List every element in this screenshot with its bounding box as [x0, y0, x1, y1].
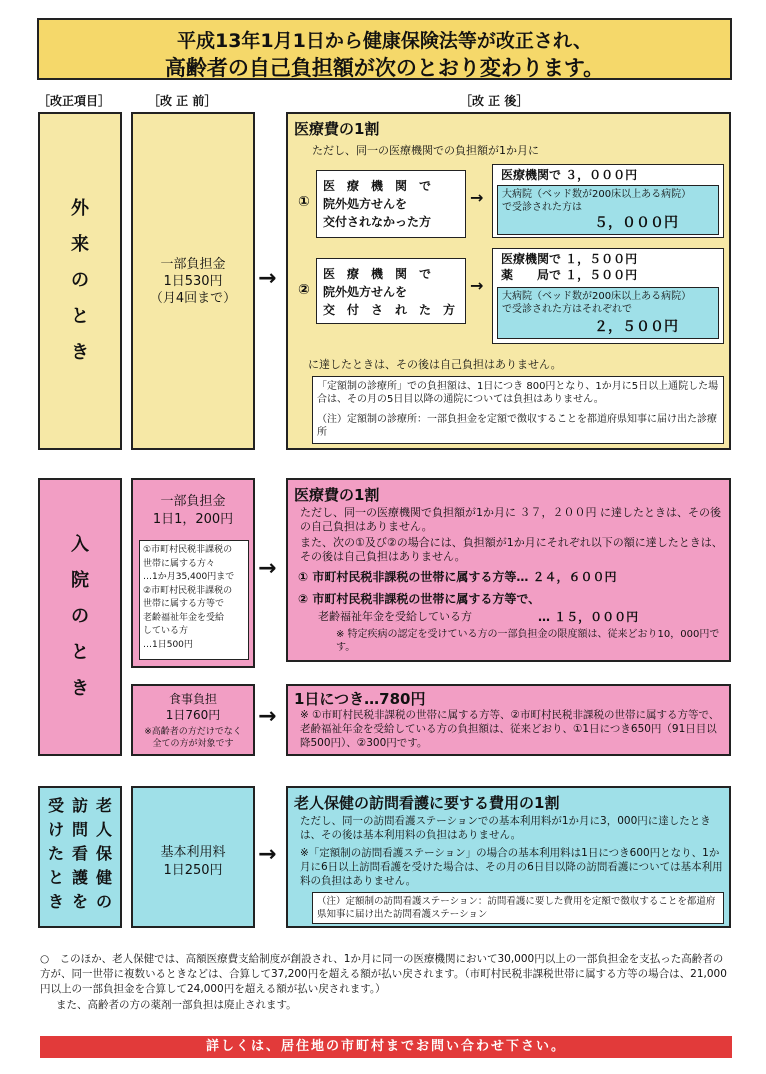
arrow-icon: → [470, 276, 484, 295]
header-line-1: 平成13年1月1日から健康保険法等が改正され、 [176, 30, 593, 52]
arrow-icon: → [258, 266, 277, 291]
arrow-icon: → [258, 556, 277, 581]
inpatient-after: 医療費の1割 ただし、同一の医療機関で負担額が1か月に ３７，２００円 に達したときは、その後の自己負担はありません。 また、次の①及び②の場合には、負担額が1か月にそれぞれ以下の額に達したときは、その後は自己負担はありません。 ① 市町村民税非課税の世帯に属する方等… ２４，６００円 ② 市町村民税非課税の世帯に属する方等で、 老齢福祉年金を受給している方 … １５，０００円 ※ 特定疾病の認定を受けている方の一部負担金の限度額は、従来どおり10，000円です。 [286, 478, 731, 662]
outpatient-before: 一部負担金 1日530円 （月4回まで） [131, 112, 255, 450]
case2-result: 医療機関で １，５００円 薬 局で １，５００円 大病院（ベッド数が200床以上ある病院） で受診された方はそれぞれで ２，５００円 [492, 248, 724, 344]
meal-after: 1日につき…780円 ※ ①市町村民税非課税の世帯に属する方等、②市町村民税非課税の世帯に属する方等で、老齢福祉年金を受給している方の負担額は、従来どおり、①1日につき650円（91日目以降500円）、②300円です。 [286, 684, 731, 756]
outpatient-intro: ただし、同一の医療機関での負担額が1か月に [312, 144, 539, 157]
column-after: ［改 正 後］ [460, 94, 529, 108]
header-line-2: 高齢者の自己負担額が次のとおり変わります。 [164, 56, 605, 80]
meal-before: 食事負担 1日760円 ※高齢者の方だけでなく 全ての方が対象です [131, 684, 255, 756]
visit-after: 老人保健の訪問看護に要する費用の1割 ただし、同一の訪問看護ステーションでの基本利用料が1か月に3，000円に達したときは、その後は基本利用料の負担はありません。 ※「定額制の訪問看護ステーション」の場合の基本利用料は1日につき600円となり、1か月に6日以上訪問看護を受けた場合は、その月の6日目以降の訪問看護については基本利用料の負担はありません。 （注）定額制の訪問看護ステーション：訪問看護に要した費用を定額で徴収することを都道府県知事に届け出た訪問看護ステーション [286, 786, 731, 928]
arrow-icon: → [470, 188, 484, 207]
footer-note-1: ○ このほか、老人保健では、高額医療費支給制度が創設され、1か月に同一の医療機関において30,000円以上の一部負担金を支払った高齢者の方が、同一世帯に複数いるときなどは、合算して37,200円を超える額が払い戻されます。（市町村民税非課税世帯に属する方等の場合は、21,000円以上の一部負担金を合算して24,000円を超える額が払い戻されます。） [40, 953, 727, 995]
arrow-icon: → [258, 842, 277, 867]
outpatient-note-box: 「定額制の診療所」での負担額は、1日につき 800円となり、1か月に5日以上通院した場合は、その月の5日目以降の通院については負担はありません。 （注）定額制の診療所：一部負担金を定額で徴収することを都道府県知事に届け出た診療所 [312, 376, 724, 444]
footer-note-2: また、高齢者の方の薬剤一部負担は廃止されます。 [56, 999, 297, 1011]
case2-hospital: 大病院（ベッド数が200床以上ある病院） で受診された方はそれぞれで ２，５００円 [497, 287, 719, 339]
case1-hospital: 大病院（ベッド数が200床以上ある病院） で受診された方は ５，０００円 [497, 185, 719, 235]
case1-num: ① [298, 194, 310, 210]
outpatient-after-text: に達したときは、その後は自己負担はありません。 [308, 358, 562, 371]
case1-box: 医 療 機 関 で 院外処方せんを 交付されなかった方 [316, 170, 466, 238]
case2-box: 医 療 機 関 で 院外処方せんを 交 付 さ れ た 方 [316, 258, 466, 324]
case2-num: ② [298, 282, 310, 298]
visit-label: 受 け た と き 訪 問 看 護 を 老 人 保 健 の [38, 786, 122, 928]
column-item: ［改正項目］ [38, 94, 111, 108]
arrow-icon: → [258, 704, 277, 729]
visit-note-box: （注）定額制の訪問看護ステーション：訪問看護に要した費用を定額で徴収することを都道府県知事に届け出た訪問看護ステーション [312, 892, 724, 924]
bottom-banner: 詳しくは、居住地の市町村までお問い合わせ下さい。 [40, 1036, 732, 1058]
case1-result: 医療機関で ３，０００円 大病院（ベッド数が200床以上ある病院） で受診された方は ５，０００円 [492, 164, 724, 238]
header-banner [37, 18, 732, 80]
outpatient-title: 医療費の1割 [294, 120, 380, 138]
outpatient-label: 外 来 の と き [38, 112, 122, 450]
inpatient-label: 入 院 の と き [38, 478, 122, 756]
inpatient-before: 一部負担金 1日1，200円 ①市町村民税非課税の 世帯に属する方々 …1か月35,400円まで ②市町村民税非課税の 世帯に属する方等で 老齢福祉年金を受給 している方 …1日500円 [131, 478, 255, 668]
column-before: ［改 正 前］ [148, 94, 217, 108]
inpatient-before-note: ①市町村民税非課税の 世帯に属する方々 …1か月35,400円まで ②市町村民税非課税の 世帯に属する方等で 老齢福祉年金を受給 している方 …1日500円 [139, 540, 249, 660]
outpatient-after [286, 112, 731, 450]
visit-before: 基本利用料 1日250円 [131, 786, 255, 928]
